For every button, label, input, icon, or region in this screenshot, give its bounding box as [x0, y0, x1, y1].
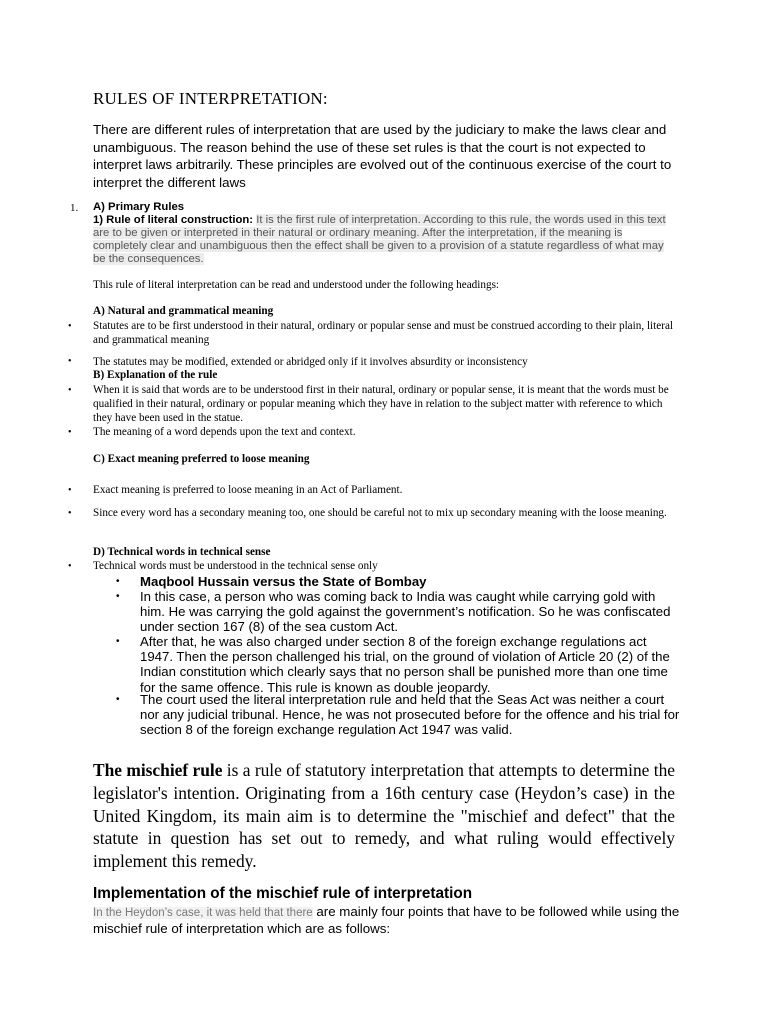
section-d-heading: D) Technical words in technical sense [93, 546, 271, 558]
bullet-icon: • [68, 321, 72, 332]
intro-paragraph: There are different rules of interpretation that are used by the judiciary to make the laws clear and unambiguous. The reason behind the use of these set rules is that the court is not expected to interpret laws arbitrarily. These principles are evolved out of the continuous exercise of the court to interpret the different laws [93, 122, 672, 190]
mischief-rule-text: is a rule of statutory interpretation that attempts to determine the legislator's intention. Originating from a 16th century case (Heydon’s case) in the United Kingdom, its main aim is to determine the "mischief and defect" that the statute in question has set out to remedy, and what ruling would effectively implement this remedy. [93, 760, 675, 872]
literal-construction-paragraph [93, 214, 675, 266]
headings-intro: This rule of literal interpretation can be read and understood under the following headings: [93, 279, 500, 291]
section-c-bullet-2: Since every word has a secondary meaning too, one should be careful not to mix up secondary meaning with the loose meaning. [93, 507, 667, 519]
case-point-1: In this case, a person who was coming back to India was caught while carrying gold with him. He was carrying the gold against the government’s notification. So he was confiscated under section 167 (8) of the sea custom Act. [140, 589, 671, 635]
primary-rules-heading: A) Primary Rules [93, 201, 185, 213]
section-a-bullet-2: The statutes may be modified, extended or abridged only if it involves absurdity or inconsistency [93, 356, 528, 368]
mischief-rule-term: The mischief rule [93, 760, 223, 780]
bullet-icon: • [116, 576, 120, 587]
list-number: 1. [70, 202, 79, 214]
mischief-rule-paragraph [93, 759, 675, 873]
bullet-icon: • [68, 508, 72, 519]
section-b-bullet-2: The meaning of a word depends upon the text and context. [93, 426, 356, 438]
bullet-icon: • [116, 591, 120, 602]
section-a-bullet-1: Statutes are to be first understood in their natural, ordinary or popular sense and must be construed according to their plain, literal and grammatical meaning [93, 320, 674, 346]
literal-construction-text: It is the first rule of interpretation. According to this rule, the words used in this text are to be given or interpreted in their natural or ordinary meaning. After the interpretation, if the meaning is completely clear and unambiguous then the effect shall be given to a provision of a statute regardless of what may be the consequences. [93, 214, 666, 265]
bullet-icon: • [68, 385, 72, 396]
implementation-lead: In the Heydon’s case, it was held that there [93, 907, 313, 919]
implementation-rest: are mainly four points that have to be followed while using the mischief rule of interpretation which are as follows: [93, 904, 680, 937]
bullet-icon: • [68, 485, 72, 496]
implementation-heading: Implementation of the mischief rule of interpretation [93, 885, 473, 902]
section-d-bullet-1: Technical words must be understood in the technical sense only [93, 560, 378, 572]
implementation-paragraph [93, 904, 683, 936]
section-a-heading: A) Natural and grammatical meaning [93, 305, 274, 317]
bullet-icon: • [68, 356, 72, 367]
document-title: RULES OF INTERPRETATION: [93, 89, 328, 108]
literal-construction-label: 1) Rule of literal construction: [93, 214, 254, 226]
case-point-2: After that, he was also charged under section 8 of the foreign exchange regulations act 1947. Then the person challenged his trial, on the ground of violation of Article 20 (2) of the Indian constitution which clearly says that no person shall be punished more than one time for the same offence. This rule is known as double jeopardy. [140, 634, 670, 695]
section-b-heading: B) Explanation of the rule [93, 369, 218, 381]
section-c-bullet-1: Exact meaning is preferred to loose meaning in an Act of Parliament. [93, 484, 403, 496]
bullet-icon: • [116, 636, 120, 647]
case-title: Maqbool Hussain versus the State of Bombay [140, 574, 427, 589]
section-c-heading: C) Exact meaning preferred to loose meaning [93, 453, 310, 465]
bullet-icon: • [68, 427, 72, 438]
section-b-bullet-1: When it is said that words are to be understood first in their natural, ordinary or popular sense, it is meant that the words must be qualified in their natural, ordinary or popular meaning which they have in relation to the subject matter with reference to which they have been used in the statue. [93, 384, 669, 424]
bullet-icon: • [116, 694, 120, 705]
bullet-icon: • [68, 561, 72, 572]
case-point-3: The court used the literal interpretation rule and held that the Seas Act was neither a court nor any judicial tribunal. Hence, he was not prosecuted before for the offence and his trial for section 8 of the foreign exchange regulation Act 1947 was valid. [140, 692, 680, 738]
